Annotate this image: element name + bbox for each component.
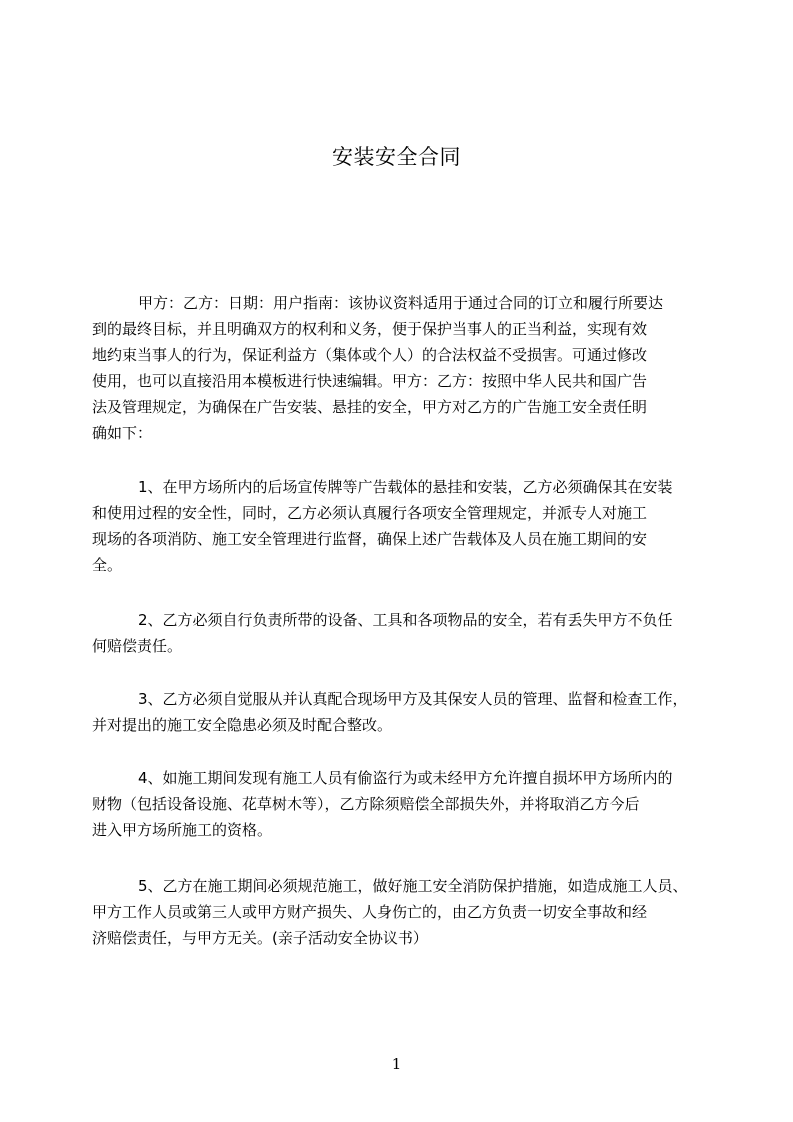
paragraph-line: 法及管理规定，为确保在广告安装、悬挂的安全，甲方对乙方的广告施工安全责任眀 — [92, 398, 648, 416]
paragraph-line: 地约束当事人的行为，保证利益方（集体或个人）的合法权益不受损害。可通过修改 — [92, 346, 648, 364]
paragraph-line: 4、如施工期间发现有施工人员有偷盗行为或未经甲方允许擅自损坏甲方场所内的 — [138, 769, 673, 787]
paragraph-line: 何赔偿责任。 — [92, 637, 183, 655]
paragraph-line: 3、乙方必须自觉服从并认真配合现场甲方及其保安人员的管理、监督和检查工作， — [138, 690, 688, 708]
paragraph-line: 甲方：乙方：日期：用户指南：该协议资料适用于通过合同的订立和履行所要达 — [138, 294, 664, 312]
clause-5 — [92, 873, 710, 951]
paragraph-line: 到的最终目标，并且明确双方的权利和义务，便于保护当事人的正当利益，实现有效 — [92, 320, 648, 338]
paragraph-line: 并对提出的施工安全隐患必须及时配合整改。 — [92, 716, 393, 734]
paragraph-line: 进入甲方场所施工的资格。 — [92, 821, 273, 839]
paragraph-line: 使用，也可以直接沿用本模板进行快速编辑。甲方：乙方：按照中华人民共和国广告 — [92, 372, 648, 390]
paragraph-line: 甲方工作人员或第三人或甲方财产损失、人身伤亡的，由乙方负责一切安全事故和经 — [92, 903, 648, 921]
paragraph-line: 1、在甲方场所内的后场宣传牌等广告载体的悬挂和安装，乙方必须确保其在安装 — [138, 478, 673, 496]
paragraph-line: 确如下： — [92, 424, 153, 442]
paragraph-line: 现场的各项消防、施工安全管理进行监督，确保上述广告载体及人员在施工期间的安 — [92, 530, 648, 548]
paragraph-line: 2、乙方必须自行负责所带的设备、工具和各项物品的安全，若有丢失甲方不负任 — [138, 611, 673, 629]
clause-1 — [92, 474, 710, 578]
document-title: 安装安全合同 — [332, 145, 461, 169]
page-number: 1 — [391, 1055, 402, 1073]
paragraph-intro — [92, 290, 710, 446]
clause-2 — [92, 607, 710, 659]
paragraph-line: 5、乙方在施工期间必须规范施工，做好施工安全消防保护措施，如造成施工人员、 — [138, 877, 688, 895]
paragraph-line: 济赔偿责任，与甲方无关。(亲子活动安全协议书） — [92, 929, 428, 947]
clause-4 — [92, 765, 710, 843]
paragraph-line: 和使用过程的安全性，同时，乙方必须认真履行各项安全管理规定，并派专人对施工 — [92, 504, 648, 522]
paragraph-line: 全。 — [92, 556, 123, 574]
paragraph-line: 财物（包括设备设施、花草树木等），乙方除须赔偿全部损失外，并将取消乙方今后 — [92, 795, 640, 813]
clause-3 — [92, 686, 710, 738]
